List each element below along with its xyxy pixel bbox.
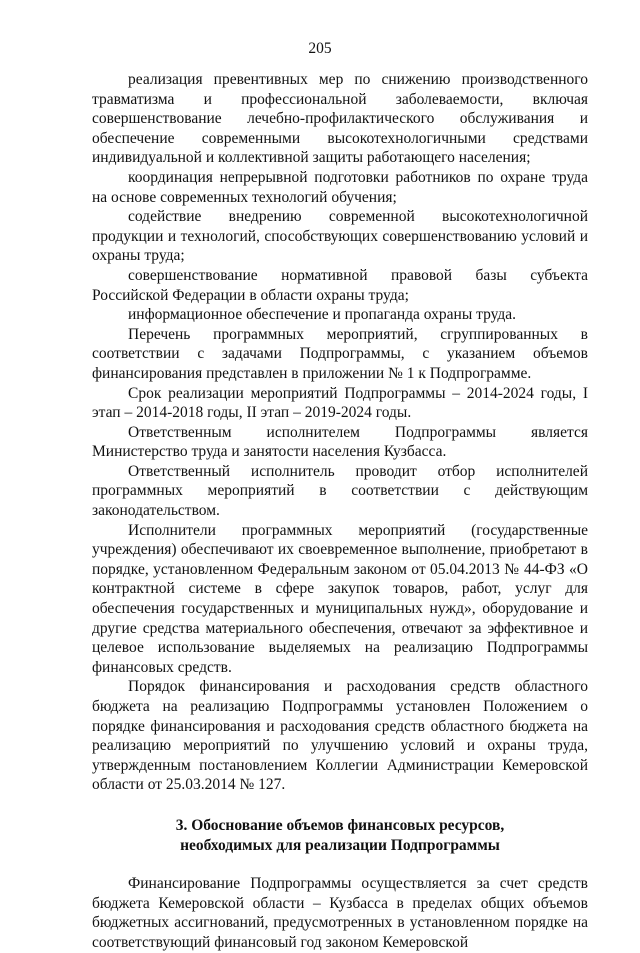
section-heading-line: 3. Обоснование объемов финансовых ресурсов, [175, 816, 505, 834]
paragraph: Перечень программных мероприятий, сгруппированных в соответствии с задачами Подпрограммы, с указанием объемов финансирования представлен в приложении № 1 к Подпрограмме. [92, 325, 588, 382]
paragraph: содействие внедрению современной высокотехнологичной продукции и технологий, способствующих совершенствованию условий и охраны труда; [92, 208, 588, 265]
paragraph: совершенствование нормативной правовой базы субъекта Российской Федерации в области охраны труда; [92, 266, 588, 304]
paragraph: координация непрерывной подготовки работников по охране труда на основе современных технологий обучения; [92, 168, 588, 206]
page-number: 205 [308, 40, 332, 57]
paragraph: Срок реализации мероприятий Подпрограммы – 2014-2024 годы, I этап – 2014-2018 годы, II этап – 2019-2024 годы. [92, 384, 588, 422]
document-body [92, 70, 588, 953]
section-heading [92, 816, 588, 855]
paragraph: реализация превентивных мер по снижению производственного травматизма и профессиональной заболеваемости, включая совершенствование лечебно-профилактического обслуживания и обеспечение современными высокотехнологичными средствами индивидуальной и коллективной защиты работающего населения; [92, 71, 588, 167]
paragraph: информационное обеспечение и пропаганда охраны труда. [128, 306, 517, 324]
paragraph: Исполнители программных мероприятий (государственные учреждения) обеспечивают их своевременное выполнение, приобретают в порядке, установленном Федеральным законом от 05.04.2013 № 44-ФЗ «О контрактной системе в сфере закупок товаров, работ, услуг для обеспечения государственных и муниципальных нужд», оборудование и другие средства материального обеспечения, отвечают за эффективное и целевое использование выделяемых на реализацию Подпрограммы финансовых средств. [92, 521, 588, 676]
paragraph: Ответственный исполнитель проводит отбор исполнителей программных мероприятий в соответствии с действующим законодательством. [92, 462, 588, 520]
section-heading-line: необходимых для реализации Подпрограммы [180, 836, 500, 854]
paragraph: Ответственным исполнителем Подпрограммы является Министерство труда и занятости населения Кузбасса. [92, 423, 588, 461]
paragraph: Финансирование Подпрограммы осуществляется за счет средств бюджета Кемеровской области – Кузбасса в пределах общих объемов бюджетных ассигнований, предусмотренных в установленном порядке на соответствующий финансовый год законом Кемеровской [92, 875, 588, 951]
paragraph: Порядок финансирования и расходования средств областного бюджета на реализацию Подпрограммы установлен Положением о порядке финансирования и расходования средств областного бюджета на реализацию мероприятий по улучшению условий и охраны труда, утвержденным постановлением Коллегии Администрации Кемеровской области от 25.03.2014 № 127. [92, 678, 588, 794]
